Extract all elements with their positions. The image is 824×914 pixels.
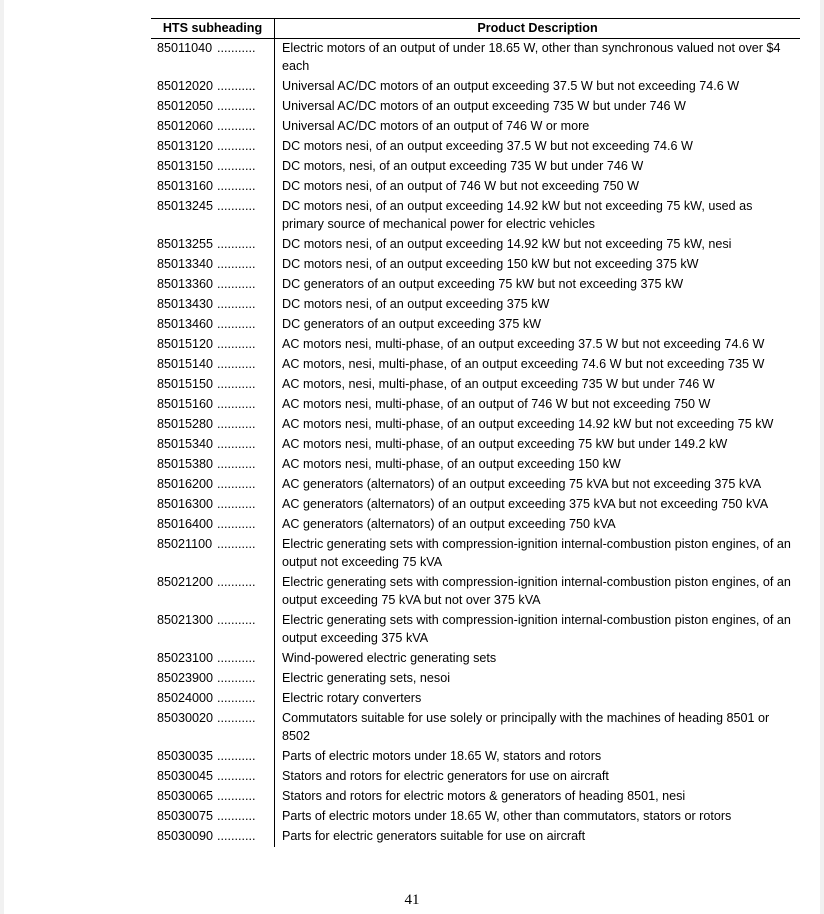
hts-code-cell bbox=[151, 709, 275, 747]
table-row bbox=[151, 375, 800, 395]
table-row bbox=[151, 515, 800, 535]
dot-leader: ........... bbox=[217, 119, 256, 133]
dot-leader: ........... bbox=[217, 769, 256, 783]
product-description: Universal AC/DC motors of an output exceeding 735 W but under 746 W bbox=[282, 99, 686, 113]
product-description: DC generators of an output exceeding 375 kW bbox=[282, 317, 542, 331]
product-description: DC motors nesi, of an output exceeding 14.92 kW but not exceeding 75 kW, used as primary source of mechanical power for electric vehicles bbox=[282, 199, 753, 231]
table-body bbox=[151, 39, 800, 848]
hts-code: 85013150 bbox=[157, 159, 214, 173]
product-description: DC motors, nesi, of an output exceeding 735 W but under 746 W bbox=[282, 159, 644, 173]
product-description: DC motors nesi, of an output exceeding 37.5 W but not exceeding 74.6 W bbox=[282, 139, 693, 153]
table-row bbox=[151, 827, 800, 847]
table-row bbox=[151, 669, 800, 689]
table-row bbox=[151, 747, 800, 767]
dot-leader: ........... bbox=[217, 477, 256, 491]
product-description: Wind-powered electric generating sets bbox=[282, 651, 497, 665]
dot-leader: ........... bbox=[217, 575, 256, 589]
hts-code-cell bbox=[151, 295, 275, 315]
table-row bbox=[151, 255, 800, 275]
table-row bbox=[151, 415, 800, 435]
dot-leader: ........... bbox=[217, 99, 256, 113]
table-row bbox=[151, 689, 800, 709]
product-description: AC motors nesi, multi-phase, of an output exceeding 75 kW but under 149.2 kW bbox=[282, 437, 728, 451]
table-row bbox=[151, 77, 800, 97]
dot-leader: ........... bbox=[217, 237, 256, 251]
hts-code: 85015150 bbox=[157, 377, 214, 391]
hts-code-cell bbox=[151, 177, 275, 197]
product-description: AC motors nesi, multi-phase, of an output exceeding 37.5 W but not exceeding 74.6 W bbox=[282, 337, 765, 351]
hts-code: 85012020 bbox=[157, 79, 214, 93]
dot-leader: ........... bbox=[217, 829, 256, 843]
hts-code: 85016300 bbox=[157, 497, 214, 511]
document-page bbox=[4, 0, 820, 914]
dot-leader: ........... bbox=[217, 417, 256, 431]
dot-leader: ........... bbox=[217, 41, 256, 55]
hts-code: 85015120 bbox=[157, 337, 214, 351]
table-row bbox=[151, 97, 800, 117]
hts-code: 85012050 bbox=[157, 99, 214, 113]
table-row bbox=[151, 395, 800, 415]
hts-code-cell bbox=[151, 807, 275, 827]
hts-code-cell bbox=[151, 455, 275, 475]
dot-leader: ........... bbox=[217, 159, 256, 173]
hts-code: 85013120 bbox=[157, 139, 214, 153]
product-description: Parts for electric generators suitable for use on aircraft bbox=[282, 829, 586, 843]
hts-code: 85030045 bbox=[157, 769, 214, 783]
hts-code-cell bbox=[151, 767, 275, 787]
table-row bbox=[151, 495, 800, 515]
hts-code: 85013340 bbox=[157, 257, 214, 271]
table-row bbox=[151, 807, 800, 827]
table-row bbox=[151, 117, 800, 137]
hts-code-cell bbox=[151, 137, 275, 157]
hts-code: 85015280 bbox=[157, 417, 214, 431]
hts-code: 85021100 bbox=[157, 537, 213, 551]
product-description: Electric generating sets with compression-ignition internal-combustion piston engines, of an output exceeding 375 kVA bbox=[282, 613, 791, 645]
product-description: Parts of electric motors under 18.65 W, other than commutators, stators or rotors bbox=[282, 809, 732, 823]
hts-code: 85013460 bbox=[157, 317, 214, 331]
product-description: Electric generating sets with compression-ignition internal-combustion piston engines, of an output exceeding 75 kVA but not over 375 kVA bbox=[282, 575, 791, 607]
product-description: Electric generating sets with compression-ignition internal-combustion piston engines, of an output not exceeding 75 kVA bbox=[282, 537, 791, 569]
hts-code: 85030090 bbox=[157, 829, 214, 843]
hts-code: 85023100 bbox=[157, 651, 214, 665]
product-description: Parts of electric motors under 18.65 W, stators and rotors bbox=[282, 749, 602, 763]
dot-leader: ........... bbox=[217, 809, 256, 823]
product-description: AC generators (alternators) of an output exceeding 75 kVA but not exceeding 375 kVA bbox=[282, 477, 762, 491]
hts-code-cell bbox=[151, 535, 275, 573]
hts-code-cell bbox=[151, 197, 275, 235]
table-row bbox=[151, 39, 800, 78]
dot-leader: ........... bbox=[217, 691, 256, 705]
hts-code: 85015160 bbox=[157, 397, 214, 411]
hts-code-cell bbox=[151, 515, 275, 535]
hts-code-cell bbox=[151, 689, 275, 709]
hts-code-cell bbox=[151, 275, 275, 295]
hts-code: 85021200 bbox=[157, 575, 214, 589]
hts-code-cell bbox=[151, 375, 275, 395]
table-row bbox=[151, 649, 800, 669]
dot-leader: ........... bbox=[217, 537, 256, 551]
product-description: Electric motors of an output of under 18.65 W, other than synchronous valued not over $4 each bbox=[282, 41, 781, 73]
hts-code: 85030035 bbox=[157, 749, 214, 763]
hts-code-cell bbox=[151, 669, 275, 689]
hts-code: 85013255 bbox=[157, 237, 214, 251]
product-description: Electric generating sets, nesoi bbox=[282, 671, 451, 685]
hts-code: 85013360 bbox=[157, 277, 214, 291]
dot-leader: ........... bbox=[217, 613, 256, 627]
product-description: Universal AC/DC motors of an output of 746 W or more bbox=[282, 119, 590, 133]
hts-code-cell bbox=[151, 355, 275, 375]
product-description: AC generators (alternators) of an output exceeding 375 kVA but not exceeding 750 kVA bbox=[282, 497, 769, 511]
table-row bbox=[151, 573, 800, 611]
product-description: Universal AC/DC motors of an output exceeding 37.5 W but not exceeding 74.6 W bbox=[282, 79, 740, 93]
product-description: DC motors nesi, of an output exceeding 375 kW bbox=[282, 297, 550, 311]
table-row bbox=[151, 335, 800, 355]
hts-code-cell bbox=[151, 415, 275, 435]
hts-code: 85030020 bbox=[157, 711, 214, 725]
hts-code: 85012060 bbox=[157, 119, 214, 133]
table-row bbox=[151, 435, 800, 455]
product-description: Electric rotary converters bbox=[282, 691, 422, 705]
table-row bbox=[151, 535, 800, 573]
hts-code-cell bbox=[151, 573, 275, 611]
dot-leader: ........... bbox=[217, 749, 256, 763]
table-row bbox=[151, 355, 800, 375]
product-description: DC motors nesi, of an output of 746 W but not exceeding 750 W bbox=[282, 179, 640, 193]
table-row bbox=[151, 315, 800, 335]
dot-leader: ........... bbox=[217, 397, 256, 411]
hts-code-cell bbox=[151, 395, 275, 415]
hts-code: 85015140 bbox=[157, 357, 214, 371]
table-row bbox=[151, 197, 800, 235]
dot-leader: ........... bbox=[217, 337, 256, 351]
hts-code-cell bbox=[151, 435, 275, 455]
table-row bbox=[151, 787, 800, 807]
hts-code: 85030075 bbox=[157, 809, 214, 823]
dot-leader: ........... bbox=[217, 377, 256, 391]
table-row bbox=[151, 177, 800, 197]
hts-code-cell bbox=[151, 787, 275, 807]
product-description: DC motors nesi, of an output exceeding 14.92 kW but not exceeding 75 kW, nesi bbox=[282, 237, 732, 251]
hts-code-cell bbox=[151, 117, 275, 137]
hts-code: 85011040 bbox=[157, 41, 213, 55]
header-hts-subheading: HTS subheading bbox=[151, 19, 275, 39]
hts-code: 85021300 bbox=[157, 613, 214, 627]
dot-leader: ........... bbox=[217, 317, 256, 331]
hts-code-cell bbox=[151, 827, 275, 847]
hts-code: 85030065 bbox=[157, 789, 214, 803]
dot-leader: ........... bbox=[217, 79, 256, 93]
hts-code: 85013245 bbox=[157, 199, 214, 213]
dot-leader: ........... bbox=[217, 179, 256, 193]
hts-code: 85013160 bbox=[157, 179, 214, 193]
hts-code: 85013430 bbox=[157, 297, 214, 311]
product-description: Stators and rotors for electric motors & generators of heading 8501, nesi bbox=[282, 789, 686, 803]
product-description: DC generators of an output exceeding 75 kW but not exceeding 375 kW bbox=[282, 277, 684, 291]
hts-code: 85023900 bbox=[157, 671, 214, 685]
table-row bbox=[151, 475, 800, 495]
hts-code: 85015380 bbox=[157, 457, 214, 471]
table-row bbox=[151, 235, 800, 255]
hts-code-cell bbox=[151, 77, 275, 97]
dot-leader: ........... bbox=[217, 671, 256, 685]
hts-code: 85016400 bbox=[157, 517, 214, 531]
table-row bbox=[151, 275, 800, 295]
hts-code-cell bbox=[151, 235, 275, 255]
product-description: Stators and rotors for electric generators for use on aircraft bbox=[282, 769, 609, 783]
hts-code-cell bbox=[151, 495, 275, 515]
hts-code-cell bbox=[151, 747, 275, 767]
table-row bbox=[151, 611, 800, 649]
product-description: AC motors nesi, multi-phase, of an output exceeding 150 kW bbox=[282, 457, 621, 471]
table-row bbox=[151, 137, 800, 157]
dot-leader: ........... bbox=[217, 297, 256, 311]
product-description: Commutators suitable for use solely or principally with the machines of heading 8501 or 8502 bbox=[282, 711, 770, 743]
dot-leader: ........... bbox=[217, 711, 256, 725]
hts-code-cell bbox=[151, 97, 275, 117]
hts-code-cell bbox=[151, 315, 275, 335]
hts-table bbox=[151, 18, 800, 847]
table-row bbox=[151, 455, 800, 475]
hts-code-cell bbox=[151, 39, 275, 78]
dot-leader: ........... bbox=[217, 139, 256, 153]
product-description: DC motors nesi, of an output exceeding 150 kW but not exceeding 375 kW bbox=[282, 257, 699, 271]
page-number: 41 bbox=[404, 892, 420, 908]
dot-leader: ........... bbox=[217, 257, 256, 271]
hts-code-cell bbox=[151, 335, 275, 355]
dot-leader: ........... bbox=[217, 437, 256, 451]
dot-leader: ........... bbox=[217, 277, 256, 291]
hts-code-cell bbox=[151, 157, 275, 177]
dot-leader: ........... bbox=[217, 497, 256, 511]
product-description: AC motors, nesi, multi-phase, of an output exceeding 735 W but under 746 W bbox=[282, 377, 715, 391]
dot-leader: ........... bbox=[217, 651, 256, 665]
product-description: AC motors nesi, multi-phase, of an output exceeding 14.92 kW but not exceeding 75 kW bbox=[282, 417, 774, 431]
product-description: AC motors nesi, multi-phase, of an output of 746 W but not exceeding 750 W bbox=[282, 397, 711, 411]
hts-code-cell bbox=[151, 649, 275, 669]
header-product-description: Product Description bbox=[275, 19, 801, 39]
product-description: AC generators (alternators) of an output exceeding 750 kVA bbox=[282, 517, 616, 531]
dot-leader: ........... bbox=[217, 517, 256, 531]
hts-code-cell bbox=[151, 255, 275, 275]
dot-leader: ........... bbox=[217, 789, 256, 803]
table-row bbox=[151, 709, 800, 747]
hts-code: 85016200 bbox=[157, 477, 214, 491]
table-row bbox=[151, 157, 800, 177]
table-header-row bbox=[151, 19, 800, 39]
hts-code-cell bbox=[151, 611, 275, 649]
dot-leader: ........... bbox=[217, 457, 256, 471]
dot-leader: ........... bbox=[217, 199, 256, 213]
dot-leader: ........... bbox=[217, 357, 256, 371]
hts-code: 85024000 bbox=[157, 691, 214, 705]
table-row bbox=[151, 767, 800, 787]
hts-code: 85015340 bbox=[157, 437, 214, 451]
product-description: AC motors, nesi, multi-phase, of an output exceeding 74.6 W but not exceeding 735 W bbox=[282, 357, 765, 371]
hts-code-cell bbox=[151, 475, 275, 495]
table-row bbox=[151, 295, 800, 315]
